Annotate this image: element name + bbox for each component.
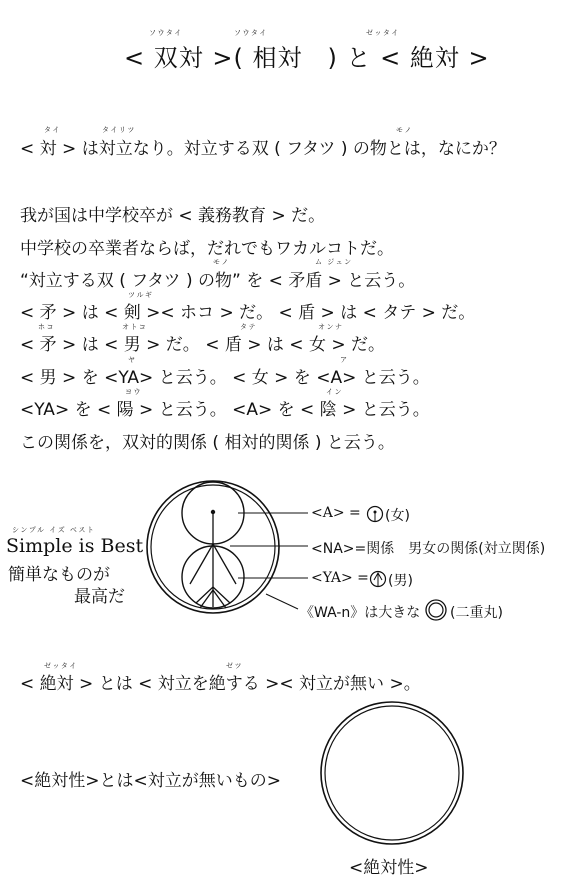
absolute-double-circle-outer — [321, 702, 463, 844]
title-ruby-soutai-1: ソウタイ — [149, 29, 183, 37]
body-ruby-tsurugi: ツルギ — [128, 291, 154, 299]
body-line-6: < 男 > を <YA> と云う。 < 女 > を <A> と云う。 — [20, 368, 430, 388]
intro-ruby-tairitsu: タイリツ — [102, 126, 136, 134]
symbol-double-circle-icon — [426, 600, 446, 620]
label-ya-suffix: (男) — [388, 573, 413, 589]
absolute-circle-label: <絶対性> — [349, 858, 429, 878]
body-ruby-mono: モノ — [213, 258, 230, 266]
intro-line: < 対 > は対立なり。対立する双 ( フタツ ) の物とは，なにか？ — [20, 139, 506, 159]
simple-is-best: Simple is Best — [6, 535, 144, 557]
intro-ruby-tai: タイ — [44, 126, 61, 134]
absolute-ruby-zettai: ゼッタイ — [44, 662, 78, 670]
label-a-suffix: (女) — [385, 508, 410, 524]
side-line-1: 簡単なものが — [8, 565, 110, 585]
label-ya: <YA> = — [311, 570, 369, 586]
label-na: <NA>=関係 男女の関係(対立関係) — [311, 541, 546, 557]
body-line-1: 我が国は中学校卒が < 義務教育 > だ。 — [20, 206, 326, 226]
absolute-definition: <絶対性>とは<対立が無いもの> — [20, 771, 281, 791]
body-ruby-mujun: ム ジュン — [315, 258, 353, 266]
body-ruby-in: イン — [326, 388, 343, 396]
pointer-wan — [266, 594, 298, 609]
body-line-2: 中学校の卒業者ならば，だれでもワカルコトだ。 — [20, 239, 394, 259]
label-wan: 《WA-n》は大きな — [300, 605, 421, 621]
intro-ruby-mono: モノ — [396, 126, 413, 134]
body-line-5: < 矛 > は < 男 > だ。 < 盾 > は < 女 > だ。 — [20, 335, 386, 355]
simple-ruby: シンプル イズ ベスト — [12, 526, 96, 534]
body-ruby-tate: タテ — [240, 323, 257, 331]
body-line-8: この関係を，双対的関係 ( 相対的関係 ) と云う。 — [20, 433, 395, 453]
symbol-ya-icon — [371, 572, 386, 587]
body-ruby-otoko: オトコ — [122, 323, 148, 331]
body-ruby-hoko: ホコ — [38, 323, 55, 331]
body-ruby-a: ア — [340, 356, 349, 364]
body-line-3: “対立する双 ( フタツ ) の物” を < 矛盾 > と云う。 — [20, 271, 416, 291]
body-line-4: < 矛 > は < 剣 >< ホコ > だ。 < 盾 > は < タテ > だ。 — [20, 303, 476, 323]
title-ruby-zettai: ゼッタイ — [366, 29, 400, 37]
label-a: <A> = — [311, 505, 361, 521]
body-ruby-you: ヨウ — [125, 388, 142, 396]
page-title: < 双対 >( 相対 ) と < 絶対 > — [124, 44, 490, 72]
body-ruby-ya: ヤ — [128, 356, 137, 364]
absolute-line: < 絶対 > とは < 対立を絶する >< 対立が無い >。 — [20, 674, 421, 694]
body-ruby-onna: オンナ — [318, 323, 344, 331]
side-line-2: 最高だ — [74, 587, 125, 607]
symbol-a-icon — [368, 507, 383, 522]
body-line-7: <YA> を < 陽 > と云う。 <A> を < 陰 > と云う。 — [20, 400, 430, 420]
title-ruby-soutai-2: ソウタイ — [234, 29, 268, 37]
label-wan-suffix: (二重丸) — [450, 605, 503, 621]
absolute-double-circle-inner — [325, 706, 459, 840]
absolute-ruby-zetsu: ゼツ — [226, 662, 243, 670]
